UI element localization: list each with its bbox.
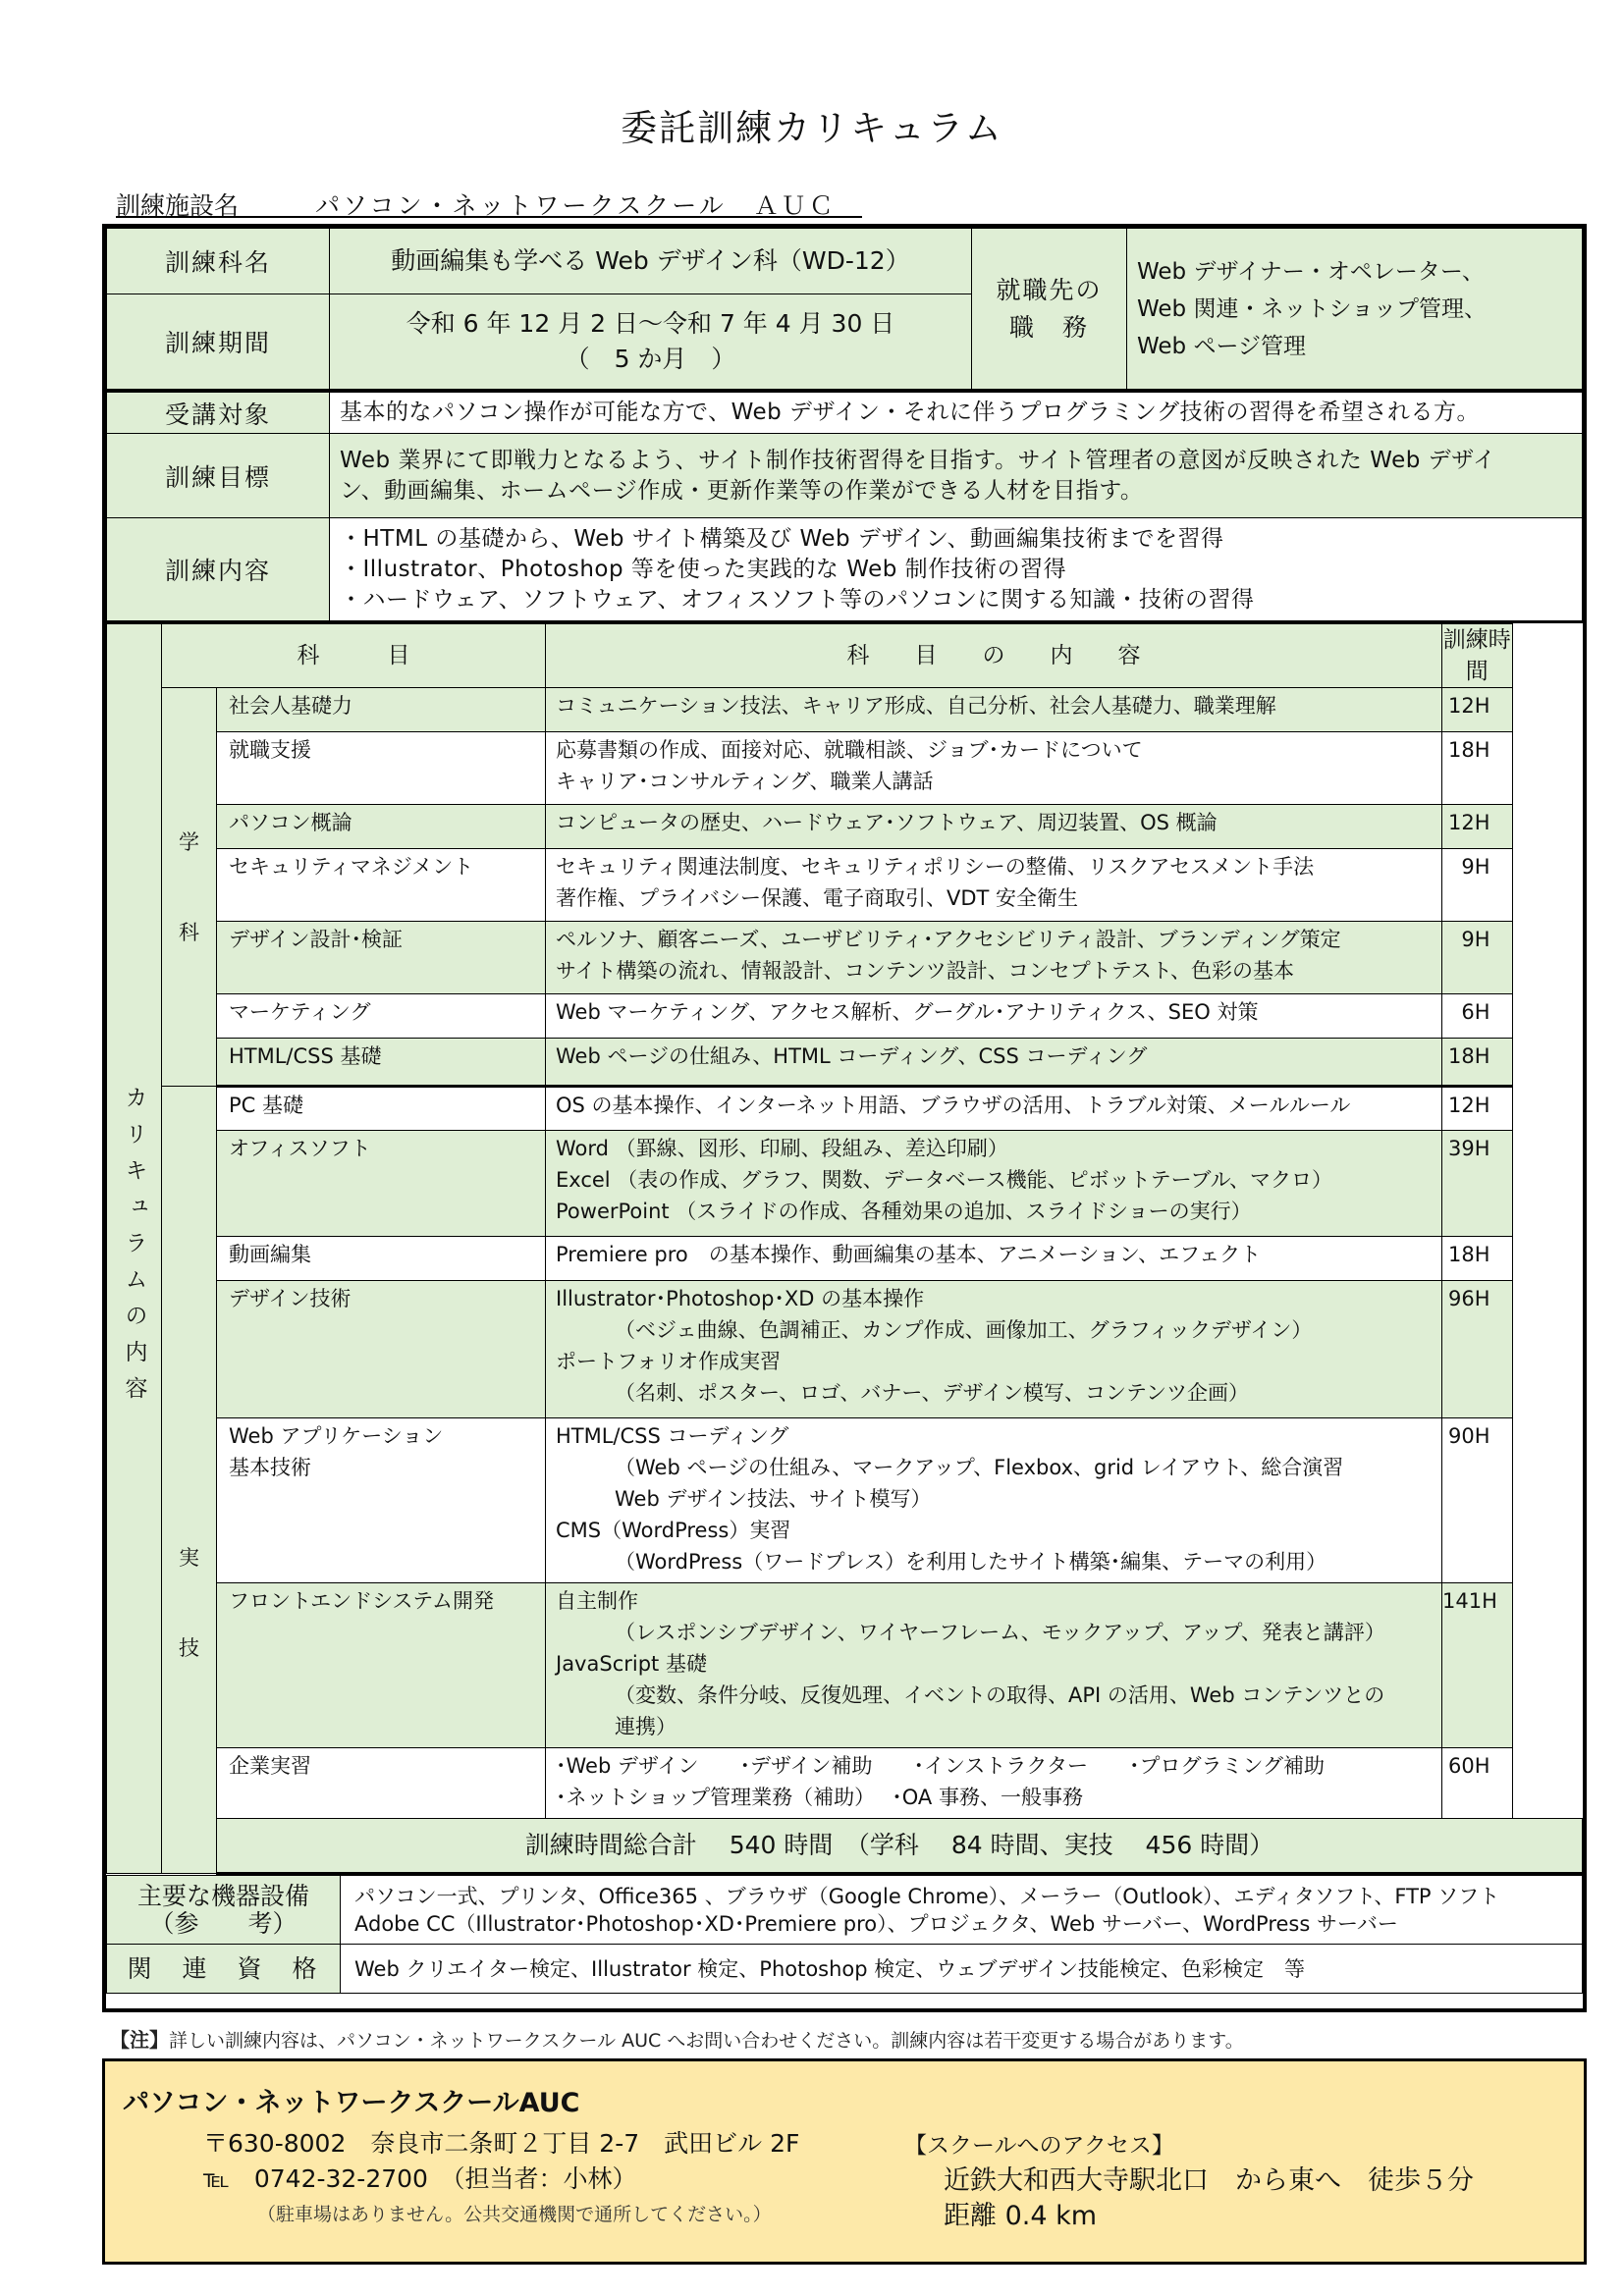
table-row [107, 994, 1583, 1039]
course-name: 動画編集も学べる Web デザイン科（WD-12） [330, 229, 972, 294]
course-period: 令和 6 年 12 月 2 日～令和 7 年 4 月 30 日 （ 5 か月 ） [330, 294, 972, 391]
hours-cell: 18H [1442, 1039, 1513, 1087]
curriculum-side-label: カリキュラムの内容 [107, 624, 162, 1874]
table-row [107, 1418, 1583, 1583]
hours-cell: 12H [1442, 805, 1513, 849]
table-row [107, 1237, 1583, 1281]
job-list: Web デザイナー・オペレーター、 Web 関連・ネットショップ管理、 Web ページ管理 [1127, 229, 1583, 391]
table-row [107, 732, 1583, 805]
header-content: 科 目 の 内 容 [546, 624, 1442, 688]
equipment-list: パソコン一式、プリンタ、Office365 、ブラウザ（Google Chrome）、メーラー（Outlook）、エディタソフト、FTP ソフト Adobe CC（Illustrator･Photoshop･XD･Premiere pro）、プロジェクタ、Web サーバー、WordPress サーバー [341, 1876, 1583, 1945]
content-cell: Premiere pro の基本操作、動画編集の基本、アニメーション、エフェクト [546, 1237, 1442, 1281]
course-period-label: 訓練期間 [107, 294, 330, 391]
header-subject: 科 目 [162, 624, 546, 688]
note-tag: 【注】 [110, 2028, 169, 2052]
hours-cell: 9H [1442, 922, 1513, 994]
training-summary-table [106, 392, 1583, 623]
table-row [107, 805, 1583, 849]
hours-cell: 96H [1442, 1281, 1513, 1418]
access-route: 近鉄大和西大寺駅北口 から東へ 徒歩５分 [944, 2165, 1474, 2196]
content-cell: HTML/CSS コーディング （Web ページの仕組み、マークアップ、Flexbox、grid レイアウト、総合演習 Web デザイン技法、サイト模写） CMS（WordPress）実習 （WordPress（ワードプレス）を利用したサイト構築･編集、テーマの利用） [546, 1418, 1442, 1583]
access-distance: 距離 0.4 km [944, 2201, 1098, 2231]
subject-cell: デザイン技術 [217, 1281, 546, 1418]
subject-cell: 社会人基礎力 [217, 688, 546, 732]
school-access [904, 2128, 1474, 2234]
subject-cell: 企業実習 [217, 1748, 546, 1819]
course-name-label: 訓練科名 [107, 229, 330, 294]
content-cell: 自主制作 （レスポンシブデザイン、ワイヤーフレーム、モックアップ、アップ、発表と講評） JavaScript 基礎 （変数、条件分岐、反復処理、イベントの取得、API の活用、Web コンテンツとの 連携） [546, 1583, 1442, 1748]
access-label: 【スクールへのアクセス】 [904, 2133, 1174, 2159]
hours-cell: 9H [1442, 849, 1513, 922]
note [110, 2024, 1244, 2053]
total-hours-row [107, 1819, 1583, 1874]
page-title: 委託訓練カリキュラム [621, 107, 1003, 149]
facility-name-line [116, 187, 862, 218]
target-text: 基本的なパソコン操作が可能な方で、Web デザイン・それに伴うプログラミング技術の習得を希望される方。 [330, 393, 1583, 434]
subject-cell: マーケティング [217, 994, 546, 1039]
content-cell: コンピュータの歴史、ハードウェア･ソフトウェア、周辺装置、OS 概論 [546, 805, 1442, 849]
school-tel: ℡ 0742-32-2700 （担当者：小林） [203, 2164, 637, 2193]
content-cell: Illustrator･Photoshop･XD の基本操作 （ベジェ曲線、色調補正、カンプ作成、画像加工、グラフィックデザイン） ポートフォリオ作成実習 （名刺、ポスター、ロゴ、バナー、デザイン模写、コンテンツ企画） [546, 1281, 1442, 1418]
subject-cell: Web アプリケーション 基本技術 [217, 1418, 546, 1583]
equipment-table [106, 1875, 1583, 1994]
table-row [107, 1039, 1583, 1087]
subject-cell: デザイン設計･検証 [217, 922, 546, 994]
school-name: パソコン・ネットワークスクールAUC [123, 2088, 580, 2118]
hours-cell: 12H [1442, 688, 1513, 732]
qualification-label: 関 連 資 格 [107, 1945, 341, 1994]
hours-cell: 6H [1442, 994, 1513, 1039]
table-row [107, 1583, 1583, 1748]
table-row [107, 1281, 1583, 1418]
content-cell: ･Web デザイン ･デザイン補助 ･インストラクター ･プログラミング補助 ･ネットショップ管理業務（補助） ･OA 事務、一般事務 [546, 1748, 1442, 1819]
goal-text: Web 業界にて即戦力となるよう、サイト制作技術習得を目指す。サイト管理者の意図が反映された Web デザイ ン、動画編集、ホームページ作成・更新作業等の作業ができる人材を目指す。 [330, 434, 1583, 518]
hours-cell: 90H [1442, 1418, 1513, 1583]
content-cell: OS の基本操作、インターネット用語、ブラウザの活用、トラブル対策、メールルール [546, 1087, 1442, 1131]
target-label: 受講対象 [107, 393, 330, 434]
subject-cell: パソコン概論 [217, 805, 546, 849]
curriculum-sheet [102, 224, 1587, 2012]
hours-cell: 141H [1442, 1583, 1513, 1748]
facility-label: 訓練施設名 [116, 191, 240, 220]
facility-value: パソコン・ネットワークスクール ＡＵＣ [314, 191, 837, 220]
table-row [107, 688, 1583, 732]
note-text: 詳しい訓練内容は、パソコン・ネットワークスクール AUC へお問い合わせください。訓練内容は若干変更する場合があります。 [169, 2030, 1244, 2052]
category-practical: 実 技 [162, 1087, 217, 1874]
hours-cell: 12H [1442, 1087, 1513, 1131]
course-info-table [106, 228, 1583, 392]
qualification-list: Web クリエイター検定、Illustrator 検定、Photoshop 検定、ウェブデザイン技能検定、色彩検定 等 [341, 1945, 1583, 1994]
hours-cell: 18H [1442, 1237, 1513, 1281]
hours-cell: 39H [1442, 1131, 1513, 1237]
content-cell: Web マーケティング、アクセス解析、グーグル･アナリティクス、SEO 対策 [546, 994, 1442, 1039]
job-label: 就職先の 職 務 [972, 229, 1127, 391]
subject-cell: 動画編集 [217, 1237, 546, 1281]
hours-cell: 60H [1442, 1748, 1513, 1819]
school-address: 〒630-8002 奈良市二条町２丁目 2-7 武田ビル 2F [203, 2129, 800, 2158]
table-row [107, 1131, 1583, 1237]
equipment-label: 主要な機器設備 （参 考） [107, 1876, 341, 1945]
content-text: ・HTML の基礎から、Web サイト構築及び Web デザイン、動画編集技術までを習得 ・Illustrator、Photoshop 等を使った実践的な Web 制作技術の習得 ・ハードウェア、ソフトウェア、オフィスソフト等のパソコンに関する知識・技術の習得 [330, 518, 1583, 622]
content-cell: Web ページの仕組み、HTML コーディング、CSS コーディング [546, 1039, 1442, 1087]
subject-cell: オフィスソフト [217, 1131, 546, 1237]
subject-cell: 就職支援 [217, 732, 546, 805]
subject-cell: PC 基礎 [217, 1087, 546, 1131]
table-row [107, 849, 1583, 922]
subject-cell: セキュリティマネジメント [217, 849, 546, 922]
total-hours: 訓練時間総合計 540 時間 （学科 84 時間、実技 456 時間） [217, 1819, 1583, 1874]
parking-note: （駐車場はありません。公共交通機関で通所してください。） [257, 2204, 772, 2225]
hours-cell: 18H [1442, 732, 1513, 805]
category-academic: 学 科 [162, 688, 217, 1087]
content-label: 訓練内容 [107, 518, 330, 622]
content-cell: セキュリティ関連法制度、セキュリティポリシーの整備、リスクアセスメント手法 著作権、プライバシー保護、電子商取引、VDT 安全衛生 [546, 849, 1442, 922]
curriculum-table [106, 623, 1583, 1875]
table-row [107, 1748, 1583, 1819]
content-cell: コミュニケーション技法、キャリア形成、自己分析、社会人基礎力、職業理解 [546, 688, 1442, 732]
access-box [102, 2058, 1587, 2265]
content-cell: ペルソナ、顧客ニーズ、ユーザビリティ･アクセシビリティ設計、ブランディング策定 サイト構築の流れ、情報設計、コンテンツ設計、コンセプトテスト、色彩の基本 [546, 922, 1442, 994]
table-row [107, 1087, 1583, 1131]
school-contact [203, 2126, 799, 2232]
header-hours: 訓練時間 [1442, 624, 1513, 688]
subject-cell: HTML/CSS 基礎 [217, 1039, 546, 1087]
table-row [107, 922, 1583, 994]
goal-label: 訓練目標 [107, 434, 330, 518]
content-cell: Word （罫線、図形、印刷、段組み、差込印刷） Excel （表の作成、グラフ、関数、データベース機能、ピボットテーブル、マクロ） PowerPoint （スライドの作成、各種効果の追加、スライドショーの実行） [546, 1131, 1442, 1237]
content-cell: 応募書類の作成、面接対応、就職相談、ジョブ･カードについて キャリア･コンサルティング、職業人講話 [546, 732, 1442, 805]
subject-cell: フロントエンドシステム開発 [217, 1583, 546, 1748]
